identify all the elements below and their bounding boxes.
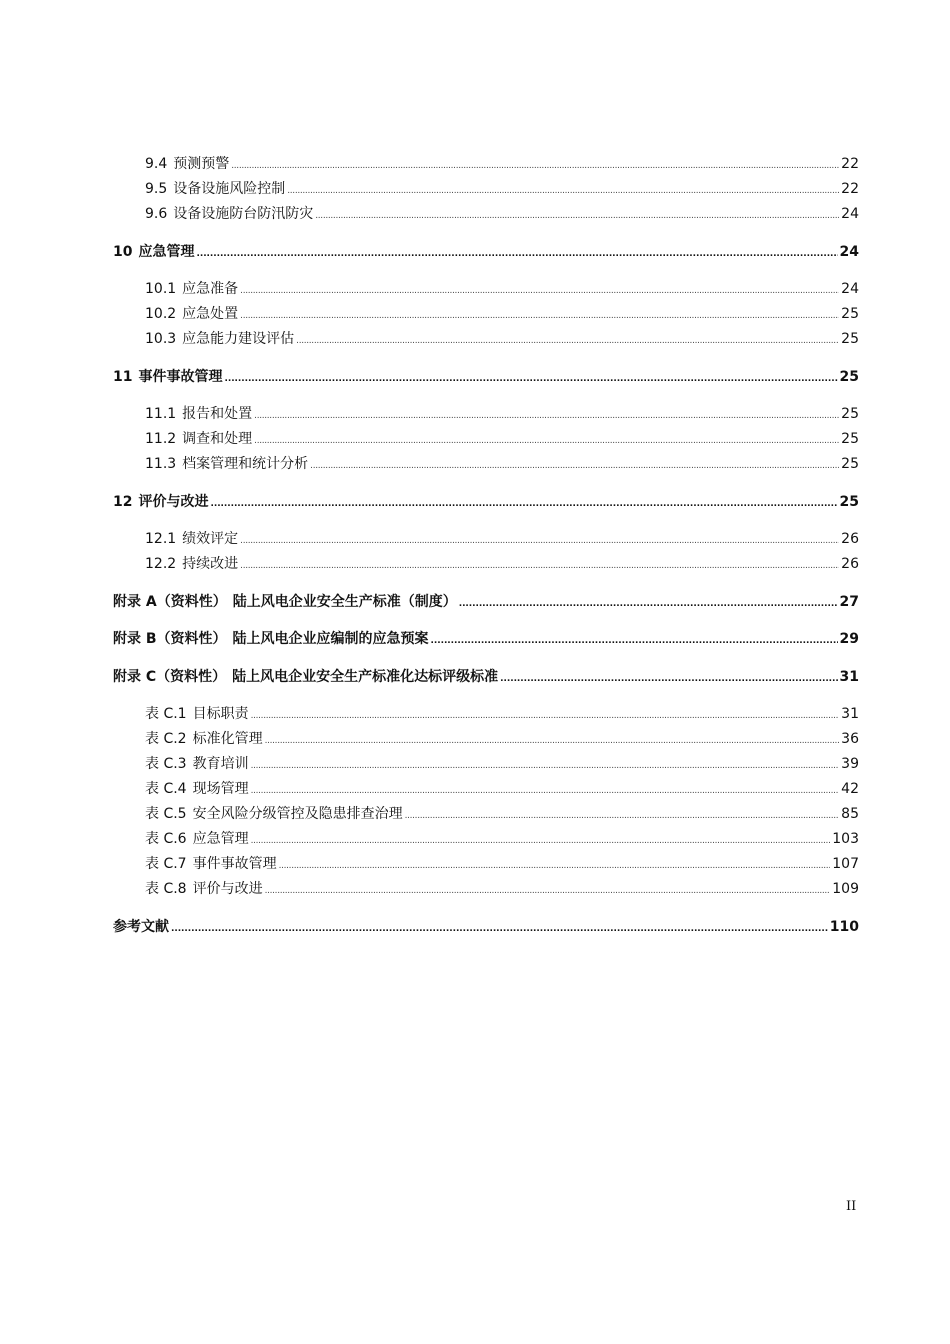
- toc-entry-section[interactable]: [113, 777, 859, 802]
- toc-entry-number: 11: [113, 368, 133, 385]
- toc-entry-number: 11.2: [145, 431, 177, 447]
- toc-entry-page: 24: [841, 281, 859, 297]
- toc-entry-number: 附录 A（资料性）: [113, 593, 227, 610]
- toc-entry-title: 档案管理和统计分析: [182, 456, 309, 472]
- toc-leader-dots: [265, 877, 831, 904]
- toc-entry-title: 设备设施风险控制: [173, 181, 286, 197]
- toc-leader-dots: [265, 727, 840, 754]
- toc-entry-section[interactable]: [113, 752, 859, 777]
- toc-leader-dots: [240, 277, 839, 304]
- toc-entry-section[interactable]: [113, 302, 859, 327]
- toc-leader-dots: [210, 490, 837, 517]
- toc-entry-number: 11.1: [145, 406, 177, 422]
- toc-entry-title: 评价与改进: [138, 493, 209, 510]
- toc-entry-title: 应急处置: [182, 306, 239, 322]
- toc-entry-section[interactable]: [113, 527, 859, 552]
- toc-entry-section[interactable]: [113, 402, 859, 427]
- toc-entry-section[interactable]: [113, 827, 859, 852]
- toc-entry-number: 表 C.6: [145, 831, 187, 847]
- toc-entry-title: 现场管理: [192, 781, 249, 797]
- toc-leader-dots: [251, 702, 840, 729]
- toc-entry-number: 9.6: [145, 206, 168, 222]
- toc-entry-page: 22: [841, 156, 859, 172]
- toc-entry-title: 事件事故管理: [192, 856, 277, 872]
- toc-leader-dots: [254, 427, 839, 454]
- toc-entry-page: 25: [841, 331, 859, 347]
- toc-entry-page: 109: [832, 881, 859, 897]
- toc-entry-title: 持续改进: [182, 556, 239, 572]
- toc-entry-title: 报告和处置: [182, 406, 253, 422]
- toc-entry-title: 设备设施防台防汛防灾: [173, 206, 314, 222]
- toc-leader-dots: [431, 627, 838, 654]
- toc-leader-dots: [254, 402, 839, 429]
- toc-entry-title: 陆上风电企业安全生产标准化达标评级标准: [232, 668, 499, 685]
- toc-leader-dots: [459, 590, 838, 617]
- toc-entry-number: 表 C.1: [145, 706, 187, 722]
- toc-entry-page: 25: [841, 431, 859, 447]
- toc-entry-section[interactable]: [113, 152, 859, 177]
- toc-entry-number: 10.2: [145, 306, 177, 322]
- toc-entry-number: 表 C.5: [145, 806, 187, 822]
- toc-entry-section[interactable]: [113, 702, 859, 727]
- toc-entry-number: 12: [113, 493, 133, 510]
- toc-leader-dots: [251, 752, 840, 779]
- toc-leader-dots: [251, 777, 840, 804]
- toc-entry-number: 11.3: [145, 456, 177, 472]
- toc-entry-page: 39: [841, 756, 859, 772]
- toc-entry-title: 调查和处理: [182, 431, 253, 447]
- toc-entry-title: 事件事故管理: [138, 368, 223, 385]
- toc-entry-title: 应急管理: [138, 243, 195, 260]
- toc-entry-chapter[interactable]: [113, 365, 859, 390]
- toc-leader-dots: [240, 302, 839, 329]
- toc-entry-page: 31: [839, 668, 859, 685]
- toc-entry-chapter[interactable]: [113, 915, 859, 940]
- toc-entry-title: 陆上风电企业应编制的应急预案: [232, 631, 429, 647]
- toc-entry-number: 附录 C（资料性）: [113, 668, 227, 685]
- toc-entry-section[interactable]: [113, 452, 859, 477]
- toc-entry-section[interactable]: [113, 177, 859, 202]
- toc-entry-page: 110: [829, 918, 859, 935]
- toc-entry-section[interactable]: [113, 852, 859, 877]
- toc-entry-page: 25: [841, 406, 859, 422]
- toc-entry-title: 参考文献: [113, 918, 169, 935]
- toc-entry-number: 表 C.8: [145, 881, 187, 897]
- toc-entry-page: 36: [841, 731, 859, 747]
- toc-leader-dots: [251, 827, 831, 854]
- toc-entry-title: 应急管理: [192, 831, 249, 847]
- toc-entry-number: 9.5: [145, 181, 168, 197]
- toc-leader-dots: [296, 327, 839, 354]
- toc-leader-dots: [287, 177, 839, 204]
- page-number: II: [846, 1199, 857, 1214]
- toc-entry-number: 表 C.7: [145, 856, 187, 872]
- toc-entry-title: 评价与改进: [192, 881, 263, 897]
- toc-entry-chapter[interactable]: [113, 627, 859, 652]
- toc-leader-dots: [231, 152, 839, 179]
- toc-leader-dots: [310, 452, 839, 479]
- toc-entry-title: 目标职责: [192, 706, 249, 722]
- toc-leader-dots: [500, 665, 837, 692]
- toc-entry-page: 31: [841, 706, 859, 722]
- toc-entry-page: 25: [839, 368, 859, 385]
- table-of-contents: [113, 152, 859, 940]
- toc-entry-number: 10.1: [145, 281, 177, 297]
- toc-entry-page: 24: [841, 206, 859, 222]
- toc-entry-page: 24: [839, 243, 859, 260]
- toc-entry-section[interactable]: [113, 202, 859, 227]
- toc-entry-number: 表 C.4: [145, 781, 187, 797]
- toc-entry-page: 25: [839, 493, 859, 510]
- toc-entry-page: 107: [832, 856, 859, 872]
- toc-entry-title: 预测预警: [173, 156, 230, 172]
- toc-entry-section[interactable]: [113, 427, 859, 452]
- toc-entry-section[interactable]: [113, 802, 859, 827]
- toc-entry-chapter[interactable]: [113, 590, 859, 615]
- toc-leader-dots: [279, 852, 831, 879]
- toc-entry-section[interactable]: [113, 727, 859, 752]
- toc-leader-dots: [240, 552, 839, 579]
- toc-entry-page: 26: [841, 531, 859, 547]
- toc-entry-number: 9.4: [145, 156, 168, 172]
- toc-entry-title: 标准化管理: [192, 731, 263, 747]
- toc-entry-title: 教育培训: [192, 756, 249, 772]
- toc-entry-page: 27: [839, 593, 859, 610]
- toc-entry-title: 陆上风电企业安全生产标准（制度）: [232, 593, 457, 610]
- toc-leader-dots: [315, 202, 839, 229]
- toc-entry-page: 103: [832, 831, 859, 847]
- toc-entry-page: 22: [841, 181, 859, 197]
- toc-entry-page: 25: [841, 306, 859, 322]
- toc-entry-section[interactable]: [113, 327, 859, 352]
- toc-leader-dots: [405, 802, 840, 829]
- toc-entry-number: 表 C.2: [145, 731, 187, 747]
- toc-leader-dots: [196, 240, 837, 267]
- toc-entry-title: 安全风险分级管控及隐患排查治理: [192, 806, 403, 822]
- toc-entry-number: 10: [113, 243, 133, 260]
- toc-entry-number: 表 C.3: [145, 756, 187, 772]
- toc-entry-page: 85: [841, 806, 859, 822]
- toc-entry-section[interactable]: [113, 552, 859, 577]
- toc-entry-number: 12.2: [145, 556, 177, 572]
- toc-entry-chapter[interactable]: [113, 490, 859, 515]
- toc-entry-title: 绩效评定: [182, 531, 239, 547]
- toc-entry-page: 25: [841, 456, 859, 472]
- toc-entry-title: 应急准备: [182, 281, 239, 297]
- toc-entry-page: 29: [839, 631, 859, 647]
- toc-entry-chapter[interactable]: [113, 240, 859, 265]
- toc-entry-page: 42: [841, 781, 859, 797]
- toc-entry-page: 26: [841, 556, 859, 572]
- toc-leader-dots: [171, 915, 828, 942]
- toc-leader-dots: [224, 365, 837, 392]
- toc-entry-section[interactable]: [113, 277, 859, 302]
- toc-entry-section[interactable]: [113, 877, 859, 902]
- toc-entry-number: 12.1: [145, 531, 177, 547]
- toc-entry-chapter[interactable]: [113, 665, 859, 690]
- toc-entry-number: 附录 B（资料性）: [113, 631, 227, 647]
- toc-leader-dots: [240, 527, 839, 554]
- toc-entry-number: 10.3: [145, 331, 177, 347]
- toc-entry-title: 应急能力建设评估: [182, 331, 295, 347]
